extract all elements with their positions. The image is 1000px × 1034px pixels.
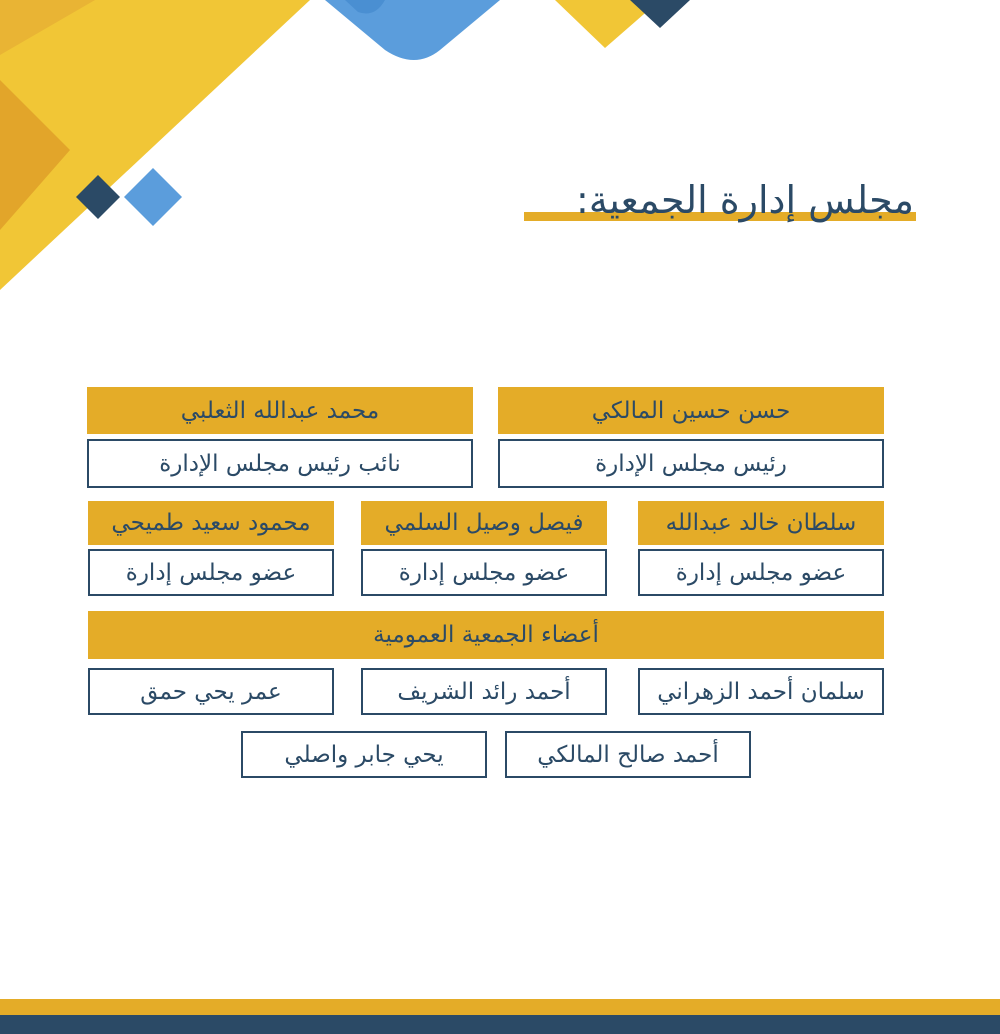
assembly-member-4: أحمد صالح المالكي: [505, 731, 751, 778]
assembly-member-5: يحي جابر واصلي: [241, 731, 487, 778]
decorative-shapes: [0, 0, 1000, 300]
member-name-2: فيصل وصيل السلمي: [361, 501, 607, 545]
assembly-member-1: سلمان أحمد الزهراني: [638, 668, 884, 715]
blue-small-diamond: [124, 168, 182, 226]
footer-gold-bar: [0, 999, 1000, 1015]
member-role-1: عضو مجلس إدارة: [638, 549, 884, 596]
member-role-2: عضو مجلس إدارة: [361, 549, 607, 596]
assembly-member-2: أحمد رائد الشريف: [361, 668, 607, 715]
chair-role: رئيس مجلس الإدارة: [498, 439, 884, 488]
general-assembly-heading: أعضاء الجمعية العمومية: [88, 611, 884, 659]
member-name-3: محمود سعيد طميحي: [88, 501, 334, 545]
vice-chair-role: نائب رئيس مجلس الإدارة: [87, 439, 473, 488]
assembly-member-3: عمر يحي حمق: [88, 668, 334, 715]
member-name-1: سلطان خالد عبدالله: [638, 501, 884, 545]
footer-navy-bar: [0, 1015, 1000, 1034]
page-title: مجلس إدارة الجمعية:: [576, 178, 914, 222]
blue-top-shape: [325, 0, 500, 60]
vice-chair-name: محمد عبدالله الثعلبي: [87, 387, 473, 434]
member-role-3: عضو مجلس إدارة: [88, 549, 334, 596]
chair-name: حسن حسين المالكي: [498, 387, 884, 434]
